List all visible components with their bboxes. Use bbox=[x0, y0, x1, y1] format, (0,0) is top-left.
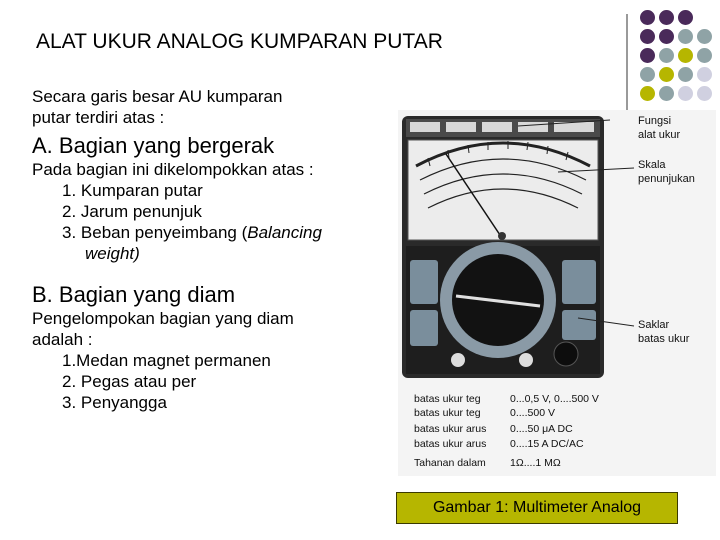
decor-dot bbox=[697, 29, 712, 44]
needle-pivot bbox=[498, 232, 506, 240]
decor-dot bbox=[678, 67, 693, 82]
body-text bbox=[32, 86, 387, 413]
list-item-italic: weight) bbox=[85, 244, 140, 263]
decor-dot bbox=[640, 67, 655, 82]
slide-title: ALAT UKUR ANALOG KUMPARAN PUTAR bbox=[36, 30, 443, 53]
decor-dot bbox=[678, 86, 693, 101]
list-item-continued bbox=[32, 243, 387, 264]
decor-dot bbox=[640, 10, 655, 25]
spec-value: 0....500 V bbox=[510, 407, 555, 419]
list-item: 2. Jarum penunjuk bbox=[62, 202, 202, 221]
terminal bbox=[519, 353, 533, 367]
section-a-intro: Pada bagian ini dikelompokkan atas : bbox=[32, 160, 314, 179]
function-button bbox=[446, 122, 476, 132]
list-item: 1. Kumparan putar bbox=[62, 181, 203, 200]
spec-label: batas ukur arus bbox=[414, 423, 487, 435]
multimeter-figure bbox=[398, 110, 716, 476]
function-buttons bbox=[410, 122, 594, 132]
list-item-italic: Balancing bbox=[247, 223, 322, 242]
intro-line: putar terdiri atas : bbox=[32, 108, 165, 127]
range-block-right bbox=[562, 260, 596, 304]
range-block-right bbox=[562, 310, 596, 340]
label-fungsi: alat ukur bbox=[638, 129, 681, 141]
spec-value: 0....50 μA DC bbox=[510, 423, 573, 435]
label-saklar: batas ukur bbox=[638, 333, 690, 345]
decor-dot bbox=[697, 48, 712, 63]
zero-adjust-knob bbox=[554, 342, 578, 366]
range-block-left bbox=[410, 260, 438, 304]
spec-label: Tahanan dalam bbox=[414, 457, 486, 469]
decor-dot bbox=[678, 29, 693, 44]
decor-line bbox=[626, 14, 628, 114]
decor-dot bbox=[678, 48, 693, 63]
list-item: 3. Penyangga bbox=[62, 393, 167, 412]
spec-value: 0....15 A DC/AC bbox=[510, 438, 584, 450]
label-skala: Skala bbox=[638, 159, 666, 171]
list-item-text: 3. Beban penyeimbang ( bbox=[62, 223, 248, 242]
decor-dot bbox=[659, 48, 674, 63]
label-saklar: Saklar bbox=[638, 319, 670, 331]
decor-dot bbox=[640, 29, 655, 44]
section-b-intro: Pengelompokan bagian yang diam bbox=[32, 309, 294, 328]
terminal bbox=[451, 353, 465, 367]
function-button bbox=[410, 122, 440, 132]
decor-dot bbox=[678, 10, 693, 25]
function-button bbox=[482, 122, 512, 132]
spec-label: batas ukur teg bbox=[414, 407, 481, 419]
decor-dot bbox=[640, 48, 655, 63]
figure-caption: Gambar 1: Multimeter Analog bbox=[396, 492, 678, 524]
section-b-heading: B. Bagian yang diam bbox=[32, 282, 236, 307]
spec-label: batas ukur teg bbox=[414, 393, 481, 405]
label-skala: penunjukan bbox=[638, 173, 695, 185]
decor-dot bbox=[697, 86, 712, 101]
list-item: 2. Pegas atau per bbox=[62, 372, 197, 391]
decor-dot bbox=[659, 10, 674, 25]
spec-label: batas ukur arus bbox=[414, 438, 487, 450]
decor-dot bbox=[659, 67, 674, 82]
label-fungsi: Fungsi bbox=[638, 115, 672, 127]
decor-dot bbox=[697, 67, 712, 82]
decor-dot bbox=[659, 86, 674, 101]
list-item: 1.Medan magnet permanen bbox=[62, 351, 271, 370]
decor-dot bbox=[640, 86, 655, 101]
list-item bbox=[32, 222, 387, 243]
decor-dot bbox=[659, 29, 674, 44]
spec-value: 1Ω....1 MΩ bbox=[510, 457, 561, 469]
function-button bbox=[518, 122, 548, 132]
range-block-left bbox=[410, 310, 438, 346]
spec-value: 0...0,5 V, 0....500 V bbox=[510, 393, 599, 405]
intro-line: Secara garis besar AU kumparan bbox=[32, 87, 283, 106]
section-a-heading: A. Bagian yang bergerak bbox=[32, 133, 275, 158]
section-b-intro: adalah : bbox=[32, 330, 93, 349]
